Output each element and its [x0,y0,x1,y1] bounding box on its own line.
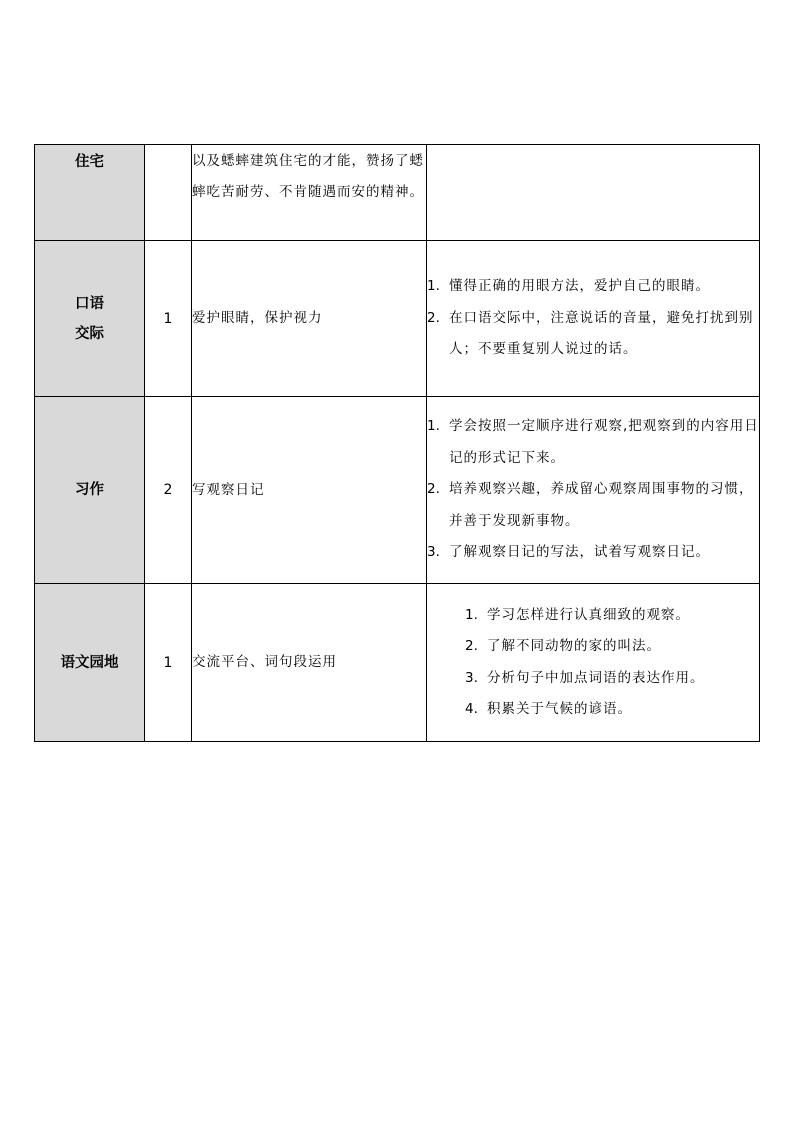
unit-cell [35,397,145,584]
goal-number: 3. [465,669,478,686]
goal-text: 积累关于气候的谚语。 [487,701,632,717]
table-row [35,241,760,397]
table-row [35,145,760,241]
content-cell: 交流平台、词句段运用 [192,584,427,742]
goal-item [465,600,759,632]
goal-number: 2. [427,309,440,326]
goal-number: 4. [465,701,478,717]
table-row [35,584,760,742]
goal-text: 学习怎样进行认真细致的观察。 [487,606,690,623]
unit-cell [35,584,145,742]
goal-item [427,537,759,569]
goal-number: 1. [427,278,440,295]
goals-cell [427,397,760,584]
goal-item [465,663,759,695]
hours-cell: 2 [145,397,192,584]
goal-number: 1. [427,418,440,435]
content-cell: 爱护眼睛，保护视力 [192,241,427,397]
goal-item [427,411,759,474]
goals-cell [427,241,760,397]
goal-text: 培养观察兴趣，养成留心观察周围事物的习惯，并善于发现新事物。 [449,481,754,529]
goal-item [427,303,759,366]
goals-cell [427,584,760,742]
goal-item [427,271,759,303]
goal-text: 分析句子中加点词语的表达作用。 [487,669,705,686]
goal-text: 在口语交际中，注意说话的音量，避免打扰到别人；不要重复别人说过的话。 [449,309,754,358]
goal-item [465,694,759,726]
goal-item [465,631,759,663]
goal-item [427,474,759,537]
unit-label: 口语 [75,295,104,312]
goal-number: 2. [427,481,440,498]
lesson-plan-table [34,144,760,742]
hours-cell: 1 [145,241,192,397]
hours-cell [145,145,192,241]
content-cell: 以及蟋蟀建筑住宅的才能，赞扬了蟋蟀吃苦耐劳、不肯随遇而安的精神。 [192,145,427,241]
content-cell: 写观察日记 [192,397,427,584]
goals-cell [427,145,760,241]
goal-number: 2. [465,638,478,654]
unit-label: 住宅 [75,154,104,170]
goal-text: 了解观察日记的写法，试着写观察日记。 [449,544,710,561]
unit-cell [35,145,145,241]
hours-cell: 1 [145,584,192,742]
unit-label: 语文园地 [60,654,119,671]
goal-number: 1. [465,606,478,623]
unit-cell [35,241,145,397]
goal-text: 了解不同动物的家的叫法。 [487,638,661,654]
unit-label: 交际 [75,325,104,342]
goal-text: 学会按照一定顺序进行观察,把观察到的内容用日记的形式记下来。 [449,418,759,466]
goal-text: 懂得正确的用眼方法，爱护自己的眼睛。 [449,278,710,295]
goal-number: 3. [427,544,440,561]
unit-label: 习作 [75,482,104,498]
table-row [35,397,760,584]
